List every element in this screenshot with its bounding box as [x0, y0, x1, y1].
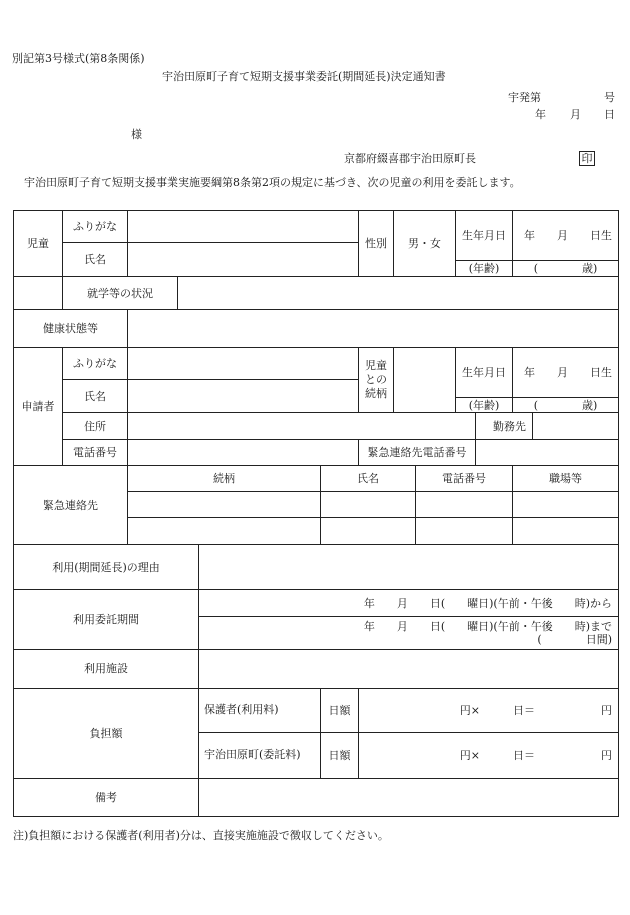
- child-section-cont: [14, 277, 63, 310]
- applicant-phone-label: 電話番号: [63, 440, 128, 466]
- period-days-line: ( 日間): [537, 632, 612, 646]
- burden-town-label: 宇治田原町(委託料): [199, 732, 321, 778]
- footnote: 注)負担額における保護者(利用者)分は、直接実施施設で徴収してください。: [13, 829, 389, 842]
- burden-label: 負担額: [14, 688, 199, 778]
- emergency-phone-number-field[interactable]: [416, 492, 513, 518]
- recipient-honorific: 様: [131, 128, 142, 141]
- period-from-field[interactable]: 年 月 日( 曜日)(午前・午後 時)から: [199, 590, 619, 616]
- applicant-section-label: 申請者: [14, 348, 63, 466]
- applicant-age-label: (年齢): [456, 398, 513, 413]
- body-text: 宇治田原町子育て短期支援事業実施要綱第8条第2項の規定に基づき、次の児童の利用を委託します。: [24, 176, 521, 189]
- facility-field[interactable]: [199, 649, 619, 688]
- child-birthdate-field[interactable]: 年 月 日生: [513, 211, 619, 261]
- applicant-address-field[interactable]: [128, 413, 476, 440]
- applicant-relation-field[interactable]: [394, 348, 456, 413]
- period-label: 利用委託期間: [14, 590, 199, 649]
- applicant-workplace-label: 勤務先: [476, 413, 533, 440]
- emergency-col-name: 氏名: [321, 466, 416, 492]
- emergency-workplace-field[interactable]: [513, 492, 619, 518]
- period-to-line: 年 月 日( 曜日)(午前・午後 時)まで: [363, 619, 612, 633]
- emergency-contact-label: 緊急連絡先: [14, 466, 128, 545]
- issue-number-suffix: 号: [604, 91, 615, 104]
- school-status-field[interactable]: [178, 277, 619, 310]
- issuer-name: 京都府綴喜郡宇治田原町長: [344, 152, 476, 165]
- applicant-name-label: 氏名: [63, 380, 128, 413]
- emergency-workplace-field[interactable]: [513, 518, 619, 545]
- burden-town-amount[interactable]: 円× 日＝ 円: [359, 732, 619, 778]
- date-day: 日: [604, 108, 615, 121]
- child-name-field[interactable]: [128, 243, 359, 277]
- applicant-relation-label: 児童との続柄: [359, 348, 394, 413]
- applicant-workplace-field[interactable]: [533, 413, 619, 440]
- remarks-label: 備考: [14, 778, 199, 816]
- school-status-label: 就学等の状況: [63, 277, 178, 310]
- date-month: 月: [570, 108, 581, 121]
- child-name-label: 氏名: [63, 243, 128, 277]
- issue-number-label: 宇発第: [508, 91, 541, 104]
- facility-label: 利用施設: [14, 649, 199, 688]
- child-age-field[interactable]: ( 歳): [513, 261, 619, 277]
- health-status-field[interactable]: [128, 310, 619, 348]
- burden-town-daily-label: 日額: [321, 732, 359, 778]
- child-age-label: (年齢): [456, 261, 513, 277]
- emergency-name-field[interactable]: [321, 518, 416, 545]
- child-furigana-field[interactable]: [128, 211, 359, 243]
- child-furigana-label: ふりがな: [63, 211, 128, 243]
- child-gender-options[interactable]: 男・女: [394, 211, 456, 277]
- period-to-field[interactable]: [199, 616, 619, 649]
- document-title: 宇治田原町子育て短期支援事業委託(期間延長)決定通知書: [162, 70, 446, 83]
- emergency-phone-field[interactable]: [476, 440, 619, 466]
- child-birthdate-label: 生年月日: [456, 211, 513, 261]
- emergency-relation-field[interactable]: [128, 518, 321, 545]
- date-year: 年: [535, 108, 546, 121]
- applicant-birthdate-label: 生年月日: [456, 348, 513, 398]
- reason-field[interactable]: [199, 545, 619, 590]
- applicant-age-field[interactable]: ( 歳): [513, 398, 619, 413]
- burden-guardian-amount[interactable]: 円× 日＝ 円: [359, 688, 619, 732]
- health-status-label: 健康状態等: [14, 310, 128, 348]
- emergency-phone-label: 緊急連絡先電話番号: [359, 440, 476, 466]
- applicant-birthdate-field[interactable]: 年 月 日生: [513, 348, 619, 398]
- applicant-phone-field[interactable]: [128, 440, 359, 466]
- child-section-label: 児童: [14, 211, 63, 277]
- emergency-phone-number-field[interactable]: [416, 518, 513, 545]
- emergency-col-phone: 電話番号: [416, 466, 513, 492]
- emergency-name-field[interactable]: [321, 492, 416, 518]
- emergency-col-relation: 続柄: [128, 466, 321, 492]
- applicant-furigana-label: ふりがな: [63, 348, 128, 380]
- remarks-field[interactable]: [199, 778, 619, 816]
- burden-guardian-daily-label: 日額: [321, 688, 359, 732]
- reason-label: 利用(期間延長)の理由: [14, 545, 199, 590]
- form-number: 別記第3号様式(第8条関係): [12, 52, 145, 65]
- form-table: [13, 210, 619, 817]
- emergency-col-workplace: 職場等: [513, 466, 619, 492]
- burden-guardian-label: 保護者(利用料): [199, 688, 321, 732]
- child-gender-label: 性別: [359, 211, 394, 277]
- applicant-address-label: 住所: [63, 413, 128, 440]
- emergency-relation-field[interactable]: [128, 492, 321, 518]
- applicant-name-field[interactable]: [128, 380, 359, 413]
- seal-mark: 印: [579, 151, 595, 166]
- applicant-furigana-field[interactable]: [128, 348, 359, 380]
